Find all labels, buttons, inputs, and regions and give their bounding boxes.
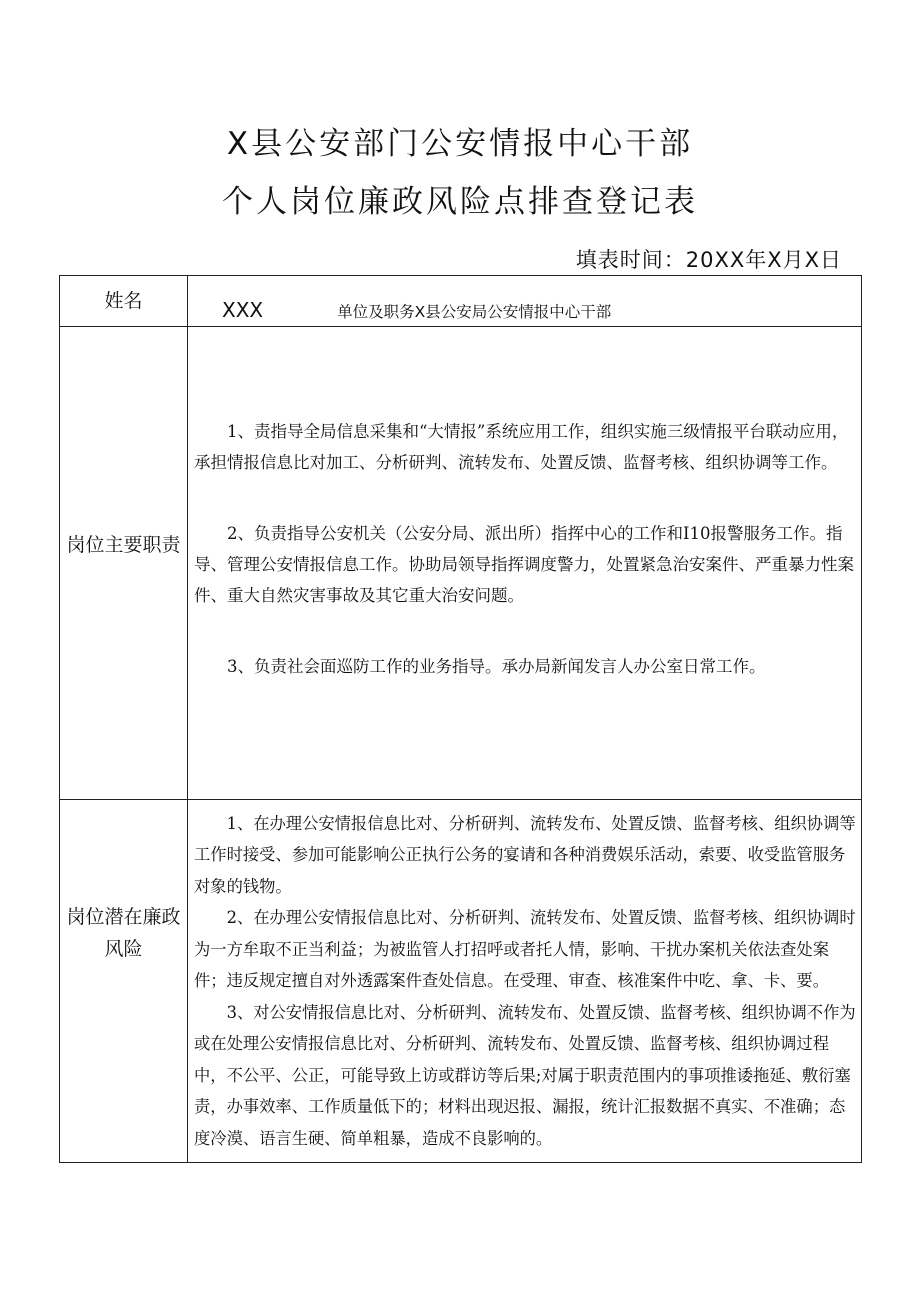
duty-item: 1、责指导全局信息采集和“大情报”系统应用工作，组织实施三级情报平台联动应用，承担情报信息比对加工、分析研判、流转发布、处置反馈、监督考核、组织协调等工作。 [194, 422, 849, 472]
risk-item: 3、对公安情报信息比对、分析研判、流转发布、处置反馈、监督考核、组织协调不作为或在处理公安情报信息比对、分析研判、流转发布、处置反馈、监督考核、组织协调过程中，不公平、公正，可能导致上访或群访等后果;对属于职责范围内的事项推诿拖延、敷衍塞责，办事效率、工作质量低下的；材料出现迟报、漏报，统计汇报数据不真实、不准确；态度冷漠、语言生硬、简单粗暴，造成不良影响的。 [194, 1002, 856, 1148]
risks-cell [188, 800, 862, 1163]
fill-date: 填表时间：20XX年X月X日 [575, 248, 842, 272]
duties-label: 岗位主要职责 [60, 309, 188, 782]
risk-item: 1、在办理公安情报信息比对、分析研判、流转发布、处置反馈、监督考核、组织协调等工作时接受、参加可能影响公正执行公务的宴请和各种消费娱乐活动，索要、收受监管服务对象的钱物。 [194, 813, 856, 896]
risk-item: 2、在办理公安情报信息比对、分析研判、流转发布、处置反馈、监督考核、组织协调时为一方牟取不正当利益；为被监管人打招呼或者托人情，影响、干扰办案机关依法查处案件；违反规定擅自对外透露案件查处信息。在受理、审查、核准案件中吃、拿、卡、要。 [194, 908, 856, 991]
duties-cell [188, 327, 862, 800]
document-title-line-1: X县公安部门公安情报中心干部 [226, 126, 694, 162]
registration-table [59, 275, 862, 1163]
unit-position: 单位及职务X县公安局公安情报中心干部 [337, 303, 612, 321]
duties-row [60, 327, 862, 800]
name-value: XXX [222, 298, 264, 322]
duty-item: 2、负责指导公安机关（公安分局、派出所）指挥中心的工作和I10报警服务工作。指导、管理公安情报信息工作。协助局领导指挥调度警力，处置紧急治安案件、严重暴力性案件、重大自然灾害事故及其它重大治安问题。 [194, 524, 854, 605]
name-label: 姓名 [60, 276, 188, 327]
duty-item: 3、负责社会面巡防工作的业务指导。承办局新闻发言人办公室日常工作。 [227, 657, 766, 676]
risks-label: 岗位潜在廉政风险 [60, 752, 188, 1115]
risks-row [60, 800, 862, 1163]
document-title-line-2: 个人岗位廉政风险点排查登记表 [222, 184, 698, 220]
name-unit-cell [188, 276, 862, 327]
